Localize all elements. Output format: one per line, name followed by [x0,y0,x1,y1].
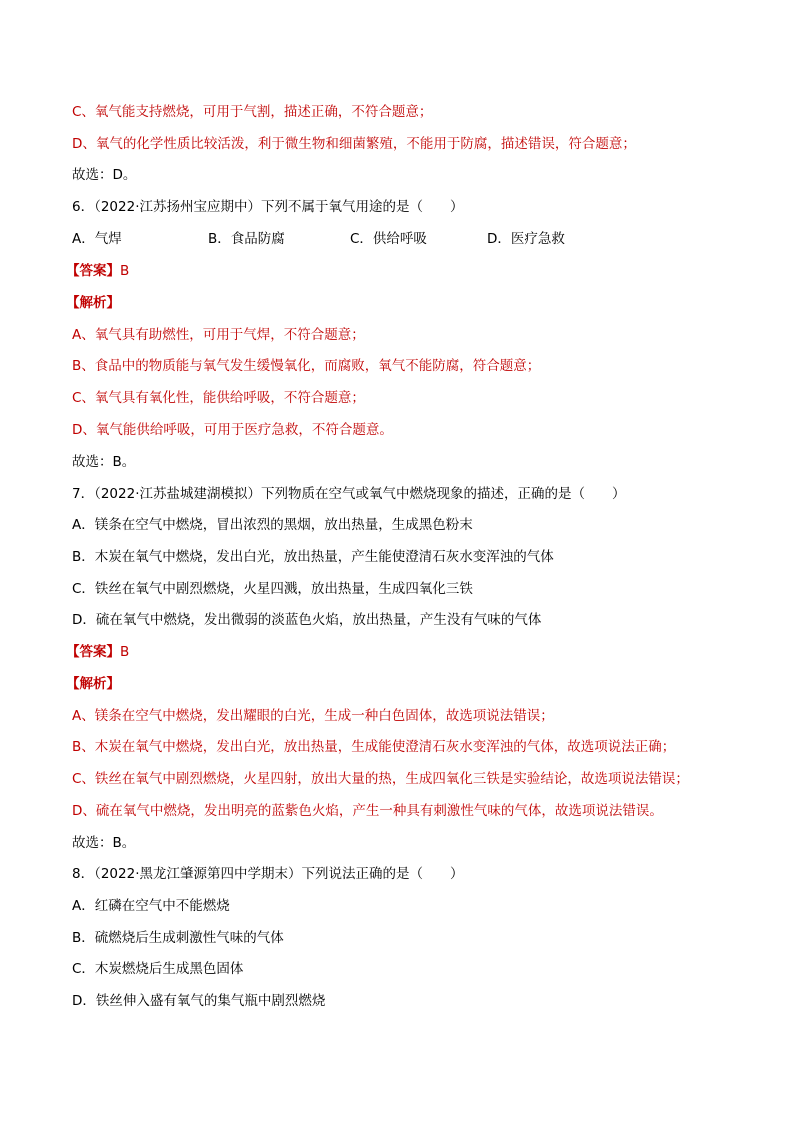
answer-tag: 【答案】 [66,644,120,660]
answer-value: B [120,263,130,279]
analysis-tag: 【解析】 [66,676,120,692]
q7-analysis-c: C、铁丝在氧气中剧烈燃烧，火星四射，放出大量的热，生成四氧化三铁是实验结论，故选项说法错误； [72,771,689,787]
q8-option-d: D．铁丝伸入盛有氧气的集气瓶中剧烈燃烧 [72,993,326,1009]
q8-option-b: B．硫燃烧后生成刺激性气味的气体 [72,930,284,946]
q7-stem: 7．（2022·江苏盐城建湖模拟）下列物质在空气或氧气中燃烧现象的描述，正确的是（ ） [72,486,626,502]
analysis-tag: 【解析】 [66,295,120,311]
q6-analysis-a: A、氧气具有助燃性，可用于气焊，不符合题意； [72,327,365,343]
q6-option-d: D．医疗急救 [487,231,565,247]
q7-answer [66,642,129,662]
q6-answer [66,261,129,281]
q6-analysis-d: D、氧气能供给呼吸，可用于医疗急救，不符合题意。 [72,422,393,438]
q6-stem: 6．（2022·江苏扬州宝应期中）下列不属于氧气用途的是（ ） [72,199,464,215]
q7-analysis-tag [66,674,120,694]
q5-analysis-c: C、氧气能支持燃烧，可用于气割，描述正确，不符合题意； [72,104,433,120]
answer-value: B [120,644,130,660]
q7-option-b: B．木炭在氧气中燃烧，发出白光，放出热量，产生能使澄清石灰水变浑浊的气体 [72,549,554,565]
q8-option-a: A．红磷在空气中不能燃烧 [72,898,230,914]
q7-option-d: D．硫在氧气中燃烧，发出微弱的淡蓝色火焰，放出热量，产生没有气味的气体 [72,612,542,628]
q7-analysis-b: B、木炭在氧气中燃烧，发出白光，放出热量，生成能使澄清石灰水变浑浊的气体，故选项说法正确； [72,739,676,755]
q7-option-a: A．镁条在空气中燃烧，冒出浓烈的黑烟，放出热量，生成黑色粉末 [72,517,473,533]
q5-analysis-d: D、氧气的化学性质比较活泼，利于微生物和细菌繁殖，不能用于防腐，描述错误，符合题意； [72,136,636,152]
answer-tag: 【答案】 [66,263,120,279]
q6-option-a: A．气焊 [72,231,122,247]
q6-analysis-b: B、食品中的物质能与氧气发生缓慢氧化，而腐败，氧气不能防腐，符合题意； [72,358,541,374]
q6-analysis-tag [66,293,120,313]
q6-conclusion: 故选：B。 [72,454,136,470]
q5-conclusion: 故选：D。 [72,167,137,183]
q8-stem: 8．（2022·黑龙江肇源第四中学期末）下列说法正确的是（ ） [72,866,464,882]
q6-analysis-c: C、氧气具有氧化性，能供给呼吸，不符合题意； [72,390,365,406]
q7-conclusion: 故选：B。 [72,835,136,851]
q6-option-c: C．供给呼吸 [350,231,427,247]
q6-option-b: B．食品防腐 [208,231,285,247]
q7-analysis-d: D、硫在氧气中燃烧，发出明亮的蓝紫色火焰，产生一种具有刺激性气味的气体，故选项说法错误。 [72,803,663,819]
q7-analysis-a: A、镁条在空气中燃烧，发出耀眼的白光，生成一种白色固体，故选项说法错误； [72,708,554,724]
q7-option-c: C．铁丝在氧气中剧烈燃烧，火星四溅，放出热量，生成四氧化三铁 [72,581,473,597]
q8-option-c: C．木炭燃烧后生成黑色固体 [72,961,244,977]
